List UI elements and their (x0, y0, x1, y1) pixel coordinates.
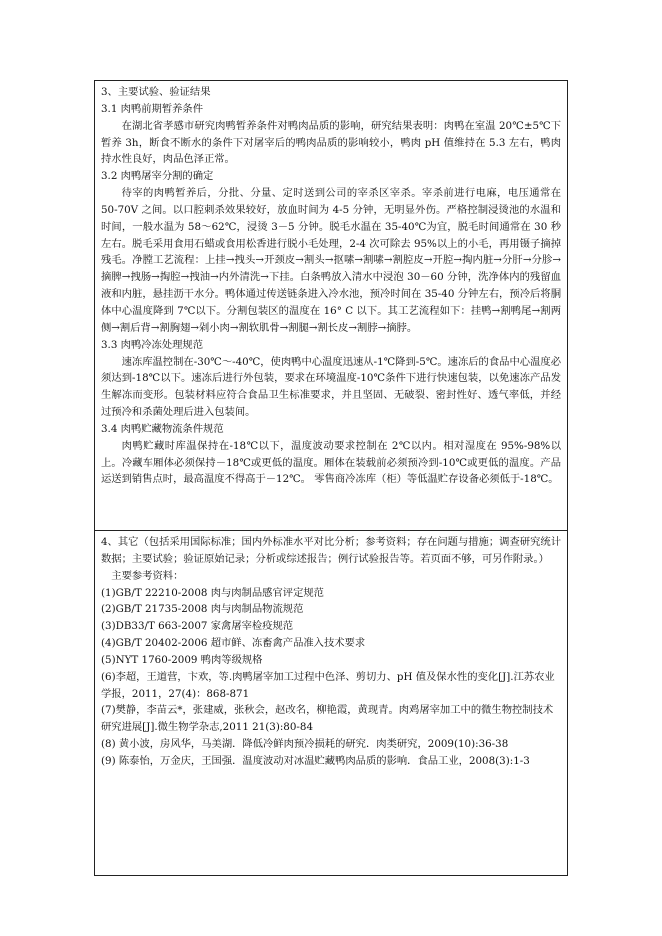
section-3-2-title: 3.2 肉鸭屠宰分割的确定 (101, 170, 214, 183)
reference-item: (1)GB/T 22210-2008 肉与肉制品感官评定规范 (101, 586, 324, 599)
reference-item: (4)GB/T 20402-2006 超市鲜、冻畜禽产品准入技术要求 (101, 637, 366, 650)
results-heading: 3、主要试验、验证结果 (101, 86, 211, 98)
section-3-4-text: 肉鸭贮藏时库温保持在-18℃以下，温度波动要求控制在 2℃以内。相对湿度在 95%-98%以上。冷藏车厢体必须保持－18℃或更低的温度。厢体在装载前必须预冷到-10℃或更低的温度。产品运送到销售点时，最高温度不得高于－12℃。 零售商冷冻库（柜）等低温贮存设备必须低于-18℃。 (101, 439, 561, 486)
section-3-4-title: 3.4 肉鸭贮藏物流条件规范 (101, 422, 224, 435)
reference-item: (3)DB33/T 663-2007 家禽屠宰检疫规范 (101, 620, 294, 633)
reference-item: (5)NYT 1760-2009 鸭肉等级规格 (101, 653, 263, 666)
section-3-2-text: 待宰的肉鸭暂养后，分批、分量、定时送到公司的宰杀区宰杀。宰杀前进行电麻，电压通常在 50-70V 之间。以口腔刺杀效果较好，放血时间为 4-5 分钟，无明显外伤。严格控制浸烫池的水温和时间，一般水温为 58～62℃，浸烫 3－5 分钟。脱毛水温在 35-40℃为宜，脱毛时间通常在 30 秒左右。脱毛采用食用石蜡或食用松香进行脱小毛处理，2-4 次可除去 95%以上的小毛，再用镊子摘掉残毛。净膛工艺流程：上挂→拽头→开颈皮→割头→抠嗉→割嗉→割腔皮→开腔→掏内脏→分肝→分胗→摘脾→拽肠→掏腔→拽油→内外清洗→下挂。白条鸭放入清水中浸泡 30－60 分钟，洗净体内的残留血液和内脏，悬挂沥干水分。鸭体通过传送链条进入冷水池，预冷时间在 35-40 分钟左右，预冷后将胴体中心温度降到 7℃以下。分割包装区的温度在 16° C 以下。其工艺流程如下：挂鸭→割鸭尾→割两侧→割后背→割胸翅→剁小肉→割软肌骨→割腿→割长皮→割脖→摘脖。 (101, 187, 561, 334)
other-heading: 4、其它（包括采用国际标准；国内外标准水平对比分析；参考资料；存在问题与措施；调查研究统计数据；主要试验；验证原始记录；分析或综述报告；例行试验报告等。若页面不够，可另作附录。） (101, 536, 561, 565)
reference-item: (2)GB/T 21735-2008 肉与肉制品物流规范 (101, 603, 304, 616)
results-cell (95, 81, 567, 530)
reference-item: (9) 陈泰怡，万金庆，王国强．温度波动对冰温贮藏鸭肉品质的影响．食品工业，2008(3):1-3 (101, 754, 530, 767)
section-3-1-text: 在湖北省孝感市研究肉鸭暂养条件对鸭肉品质的影响，研究结果表明：肉鸭在室温 20℃±5℃下暂养 3h，断食不断水的条件下对屠宰后的鸭肉品质的影响较小，鸭肉 pH 值维持在 5.3 左右，鸭肉持水性良好，肉品色泽正常。 (101, 119, 561, 166)
section-3-1-title: 3.1 肉鸭前期暂养条件 (101, 102, 204, 115)
section-3-3-title: 3.3 肉鸭冷冻处理规范 (101, 338, 204, 351)
section-3-3-text: 速冻库温控制在-30℃～-40℃，使肉鸭中心温度迅速从-1℃降到-5℃。速冻后的食品中心温度必须达到-18℃以下。速冻后进行外包装，要求在环境温度-10℃条件下进行快速包装，以免速冻产品发生解冻而变形。包装材料应符合食品卫生标准要求，并且坚固、无破裂、密封性好、透气率低，并经过预冷和杀菌处理后进入包装间。 (101, 355, 561, 419)
reference-item: (7)樊静，李苗云*，张建威，张秋会，赵改名，柳艳霞，黄现青。肉鸡屠宰加工中的微生物控制技术研究进展[J].微生物学杂志,2011 21(3):80-84 (101, 704, 554, 734)
references-title: 主要参考资料： (111, 569, 184, 582)
other-cell (95, 530, 567, 875)
reference-item: (8) 黄小波，房风华，马美湖．降低冷鲜肉预冷损耗的研究．肉类研究，2009(10):36-38 (101, 738, 509, 751)
reference-item: (6)李超，王道营，卞欢，等.肉鸭屠宰加工过程中色泽、剪切力、pH 值及保水性的变化[J].江苏农业学报，2011，27(4)：868-871 (101, 670, 555, 700)
report-table (94, 80, 568, 876)
